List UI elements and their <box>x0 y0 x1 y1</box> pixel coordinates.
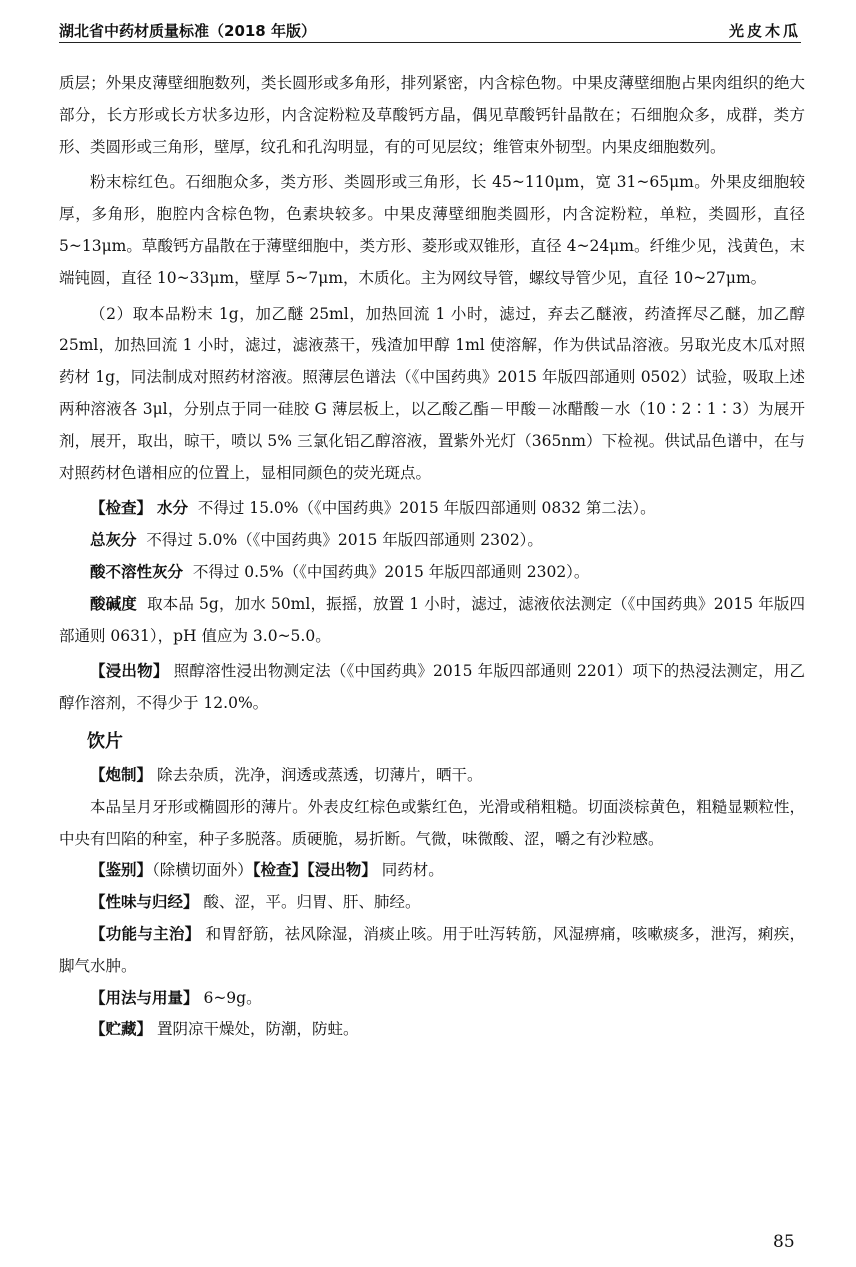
taste-text: 酸、涩，平。归胃、肝、肺经。 <box>203 893 421 912</box>
check-acidity <box>59 589 805 653</box>
section-title-slices: 饮片 <box>87 730 123 752</box>
ident-text: 同药材。 <box>381 861 444 880</box>
moisture-text: 不得过 15.0%（《中国药典》2015 年版四部通则 0832 第二法）。 <box>197 499 656 518</box>
taste-label: 【性味与归经】 <box>90 893 199 912</box>
processing-section <box>59 760 805 792</box>
ident-extract-label: 【浸出物】 <box>307 861 377 880</box>
storage-label: 【贮藏】 <box>90 1020 153 1039</box>
paragraph-microscopy-continued: 质层；外果皮薄壁细胞数列，类长圆形或多角形，排列紧密，内含棕色物。中果皮薄壁细胞占果肉组织的绝大部分，长方形或长方状多边形，内含淀粉粒及草酸钙方晶，偶见草酸钙针晶散在；石细胞众多，成群，类方形、类圆形或三角形，壁厚，纹孔和孔沟明显，有的可见层纹；维管束外韧型。内果皮细胞数列。 <box>59 74 805 156</box>
ident-note: （除横切面外） <box>152 861 253 880</box>
page-number: 85 <box>773 1232 795 1252</box>
usage-label: 【用法与用量】 <box>90 988 199 1007</box>
process-label: 【炮制】 <box>90 765 153 784</box>
acid-ash-text: 不得过 0.5%（《中国药典》2015 年版四部通则 2302）。 <box>192 562 590 581</box>
storage-section <box>59 1014 805 1046</box>
check-label: 【检查】 <box>90 499 153 518</box>
extract-label: 【浸出物】 <box>90 662 169 681</box>
identification-section <box>59 855 805 887</box>
extract-section <box>59 656 805 720</box>
taste-section <box>59 887 805 919</box>
process-text: 除去杂质，洗净，润透或蒸透，切薄片，晒干。 <box>156 765 483 784</box>
function-section <box>59 919 805 983</box>
header-book-title: 湖北省中药材质量标准（2018 年版） <box>59 22 316 40</box>
function-label: 【功能与主治】 <box>90 924 201 943</box>
ash-text: 不得过 5.0%（《中国药典》2015 年版四部通则 2302）。 <box>146 531 543 550</box>
check-total-ash <box>59 525 805 557</box>
paragraph-tlc: （2）取本品粉末 1g，加乙醚 25ml，加热回流 1 小时，滤过，弃去乙醚液，药渣挥尽乙醚，加乙醇 25ml，加热回流 1 小时，滤过，滤液蒸干，残渣加甲醇 1ml 使溶解，作为供试品溶液。另取光皮木瓜对照药材 1g，同法制成对照药材溶液。照薄层色谱法（《中国药典》2015 年版四部通则 0502）试验，吸取上述两种溶液各 3μl，分别点于同一硅胶 G 薄层板上，以乙酸乙酯－甲酸－冰醋酸－水（10∶2∶1∶3）为展开剂，展开，取出，晾干，喷以 5% 三氯化铝乙醇溶液，置紫外光灯（365nm）下检视。供试品色谱中，在与对照药材色谱相应的位置上，显相同颜色的荧光斑点。 <box>59 304 805 482</box>
extract-text: 照醇溶性浸出物测定法（《中国药典》2015 年版四部通则 2201）项下的热浸法测定，用乙醇作溶剂，不得少于 12.0%。 <box>59 662 805 713</box>
slice-description: 本品呈月牙形或椭圆形的薄片。外表皮红棕色或紫红色，光滑或稍粗糙。切面淡棕黄色，粗糙显颗粒性，中央有凹陷的种室，种子多脱落。质硬脆，易折断。气微，味微酸、涩，嚼之有沙粒感。 <box>59 797 805 848</box>
acidity-label: 酸碱度 <box>90 594 137 613</box>
acidity-text: 取本品 5g，加水 50ml，振摇，放置 1 小时，滤过，滤液依法测定（《中国药典》2015 年版四部通则 0631），pH 值应为 3.0~5.0。 <box>59 594 805 645</box>
moisture-label: 水分 <box>156 499 188 518</box>
check-moisture <box>59 493 805 525</box>
ident-label: 【鉴别】 <box>90 861 153 880</box>
ident-check-label: 【检查】 <box>252 861 308 880</box>
page-body <box>59 68 805 1046</box>
paragraph-powder: 粉末棕红色。石细胞众多，类方形、类圆形或三角形，长 45~110μm，宽 31~65μm。外果皮细胞较厚，多角形，胞腔内含棕色物，色素块较多。中果皮薄壁细胞类圆形，内含淀粉粒，单粒，类圆形，直径 5~13μm。草酸钙方晶散在于薄壁细胞中，类方形、菱形或双锥形，直径 4~24μm。纤维少见，浅黄色，末端钝圆，直径 10~33μm，壁厚 5~7μm，木质化。主为网纹导管，螺纹导管少见，直径 10~27μm。 <box>59 173 805 287</box>
ash-label: 总灰分 <box>90 531 137 550</box>
usage-text: 6~9g。 <box>203 988 262 1007</box>
running-header <box>59 14 801 43</box>
acid-ash-label: 酸不溶性灰分 <box>90 562 184 581</box>
usage-section <box>59 983 805 1015</box>
header-entry-name: 光皮木瓜 <box>728 22 801 40</box>
check-acid-insoluble-ash <box>59 557 805 589</box>
function-text: 和胃舒筋，祛风除湿，消痰止咳。用于吐泻转筋，风湿痹痛，咳嗽痰多，泄泻，痢疾，脚气水肿。 <box>59 924 805 975</box>
storage-text: 置阴凉干燥处，防潮，防蛀。 <box>156 1020 359 1039</box>
